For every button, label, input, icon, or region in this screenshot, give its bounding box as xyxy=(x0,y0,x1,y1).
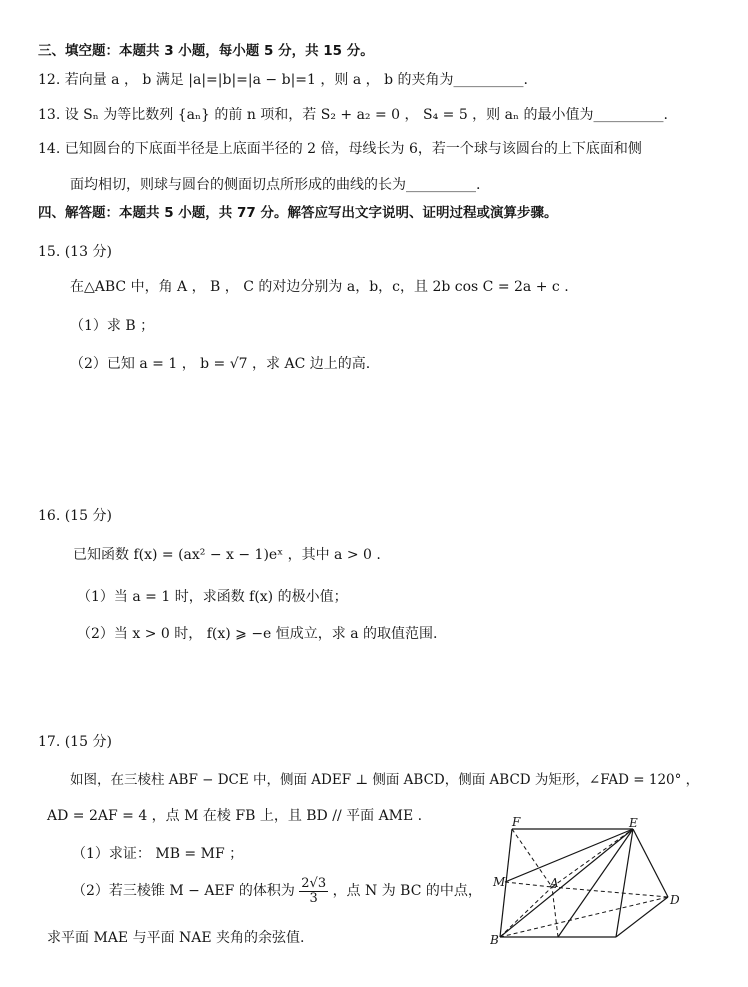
section4-heading: 四、解答题：本题共 5 小题，共 77 分。解答应写出文字说明、证明过程或演算步骤。 xyxy=(38,205,558,221)
label-D: D xyxy=(670,893,680,907)
edge-ED xyxy=(633,829,668,897)
prism-figure xyxy=(490,817,690,947)
q17-part2-line2: 求平面 MAE 与平面 NAE 夹角的余弦值. xyxy=(47,930,305,946)
edge-CE xyxy=(616,829,633,937)
q17-part2 xyxy=(72,874,482,908)
q17-header: 17. (15 分) xyxy=(38,734,112,750)
fraction-numerator: 2√3 xyxy=(301,875,327,891)
q16-stem: 已知函数 f(x) = (ax² − x − 1)eˣ ，其中 a > 0 . xyxy=(73,547,381,563)
q17-part1: （1）求证： MB = MF ； xyxy=(72,846,244,862)
edge-DC xyxy=(616,897,668,937)
q16-part1: （1）当 a = 1 时，求函数 f(x) 的极小值； xyxy=(77,589,348,605)
question-12: 12. 若向量 a ， b 满足 |a|=|b|=|a − b|=1 ，则 a ， b 的夹角为__________. xyxy=(38,72,528,88)
q17-stem-line2: AD = 2AF = 4 ，点 M 在棱 FB 上，且 BD // 平面 AME . xyxy=(47,808,423,824)
edge-BA xyxy=(500,887,552,937)
q15-stem: 在△ABC 中，角 A ， B ， C 的对边分别为 a，b，c，且 2b cos C = 2a + c . xyxy=(70,279,569,295)
label-B: B xyxy=(490,933,499,947)
fraction-denominator: 3 xyxy=(309,890,318,906)
edge-AD xyxy=(552,887,668,897)
q17-part2-prefix: （2）若三棱锥 M − AEF 的体积为 xyxy=(72,883,295,899)
q15-part1: （1）求 B ； xyxy=(70,318,155,334)
label-M: M xyxy=(493,875,506,889)
q15-part2: （2）已知 a = 1 ， b = √7 ，求 AC 边上的高. xyxy=(70,356,371,372)
question-14-line1: 14. 已知圆台的下底面半径是上底面半径的 2 倍，母线长为 6，若一个球与该圆台的上下底面和侧 xyxy=(38,141,642,157)
q16-header: 16. (15 分) xyxy=(38,508,112,524)
segment-BE xyxy=(500,829,633,937)
question-13: 13. 设 Sₙ 为等比数列 {aₙ} 的前 n 项和，若 S₂ + a₂ = 0 ， S₄ = 5 ，则 aₙ 的最小值为__________. xyxy=(38,107,668,123)
segment-MA xyxy=(505,882,552,887)
label-E: E xyxy=(629,817,638,830)
q17-stem-line1: 如图，在三棱柱 ABF − DCE 中，侧面 ADEF ⊥ 侧面 ABCD，侧面 ABCD 为矩形，∠FAD = 120° ， xyxy=(70,772,700,788)
section3-heading: 三、填空题：本题共 3 小题，每小题 5 分，共 15 分。 xyxy=(38,43,374,59)
q16-part2: （2）当 x > 0 时， f(x) ⩾ −e 恒成立，求 a 的取值范围. xyxy=(77,626,438,642)
label-A: A xyxy=(550,876,559,890)
q17-part2-suffix: ，点 N 为 BC 的中点， xyxy=(332,883,482,899)
label-F: F xyxy=(512,817,521,829)
segment-ME xyxy=(505,829,633,882)
segment-NA xyxy=(552,887,558,937)
q15-header: 15. (13 分) xyxy=(38,244,112,260)
edge-FA xyxy=(512,829,552,887)
volume-fraction xyxy=(299,877,328,906)
question-14-line2: 面均相切，则球与圆台的侧面切点所形成的曲线的长为__________. xyxy=(70,177,481,193)
